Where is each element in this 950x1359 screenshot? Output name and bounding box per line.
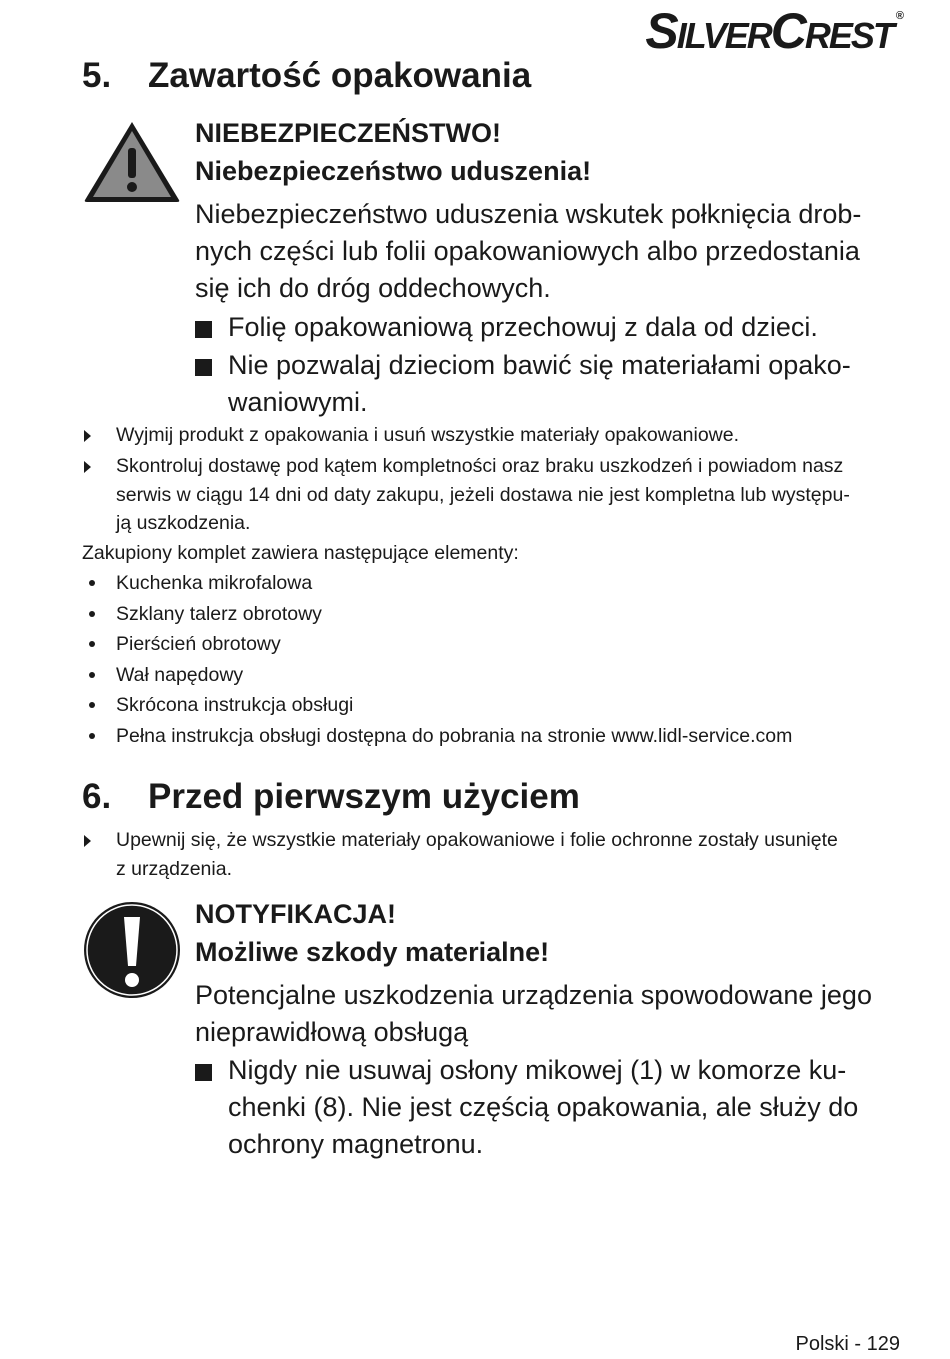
- section-5-title: [82, 56, 531, 96]
- instruction-text: ochrony magnetronu.: [228, 1129, 484, 1159]
- warning-instruction: [195, 347, 885, 421]
- bullet-dot-icon: [89, 672, 95, 678]
- section-number: 5.: [82, 56, 112, 95]
- warning-headline: Niebezpieczeństwo uduszenia!: [195, 156, 592, 186]
- step-text: Skontroluj dostawę pod kątem kompletności oraz braku uszkodzeń i powiadom nasz: [116, 455, 844, 477]
- arrow-bullet-icon: [84, 461, 91, 473]
- list-item: [82, 691, 902, 720]
- list-item: [82, 661, 902, 690]
- logo-letter: C: [770, 3, 805, 59]
- list-item-text: Szklany talerz obrotowy: [116, 603, 322, 625]
- list-item-text: Wał napędowy: [116, 664, 244, 686]
- section-6-title: [82, 777, 580, 817]
- warning-text-line: Niebezpieczeństwo uduszenia wskutek połknięcia drob-: [195, 199, 862, 229]
- square-bullet-icon: [195, 1064, 212, 1081]
- warning-instruction: [195, 309, 885, 346]
- notice-text-line: nieprawidłową obsługą: [195, 1017, 469, 1047]
- list-item-text: Pierścień obrotowy: [116, 633, 281, 655]
- list-item-text: Skrócona instrukcja obsługi: [116, 694, 354, 716]
- list-item: [82, 600, 902, 629]
- list-item-text: Pełna instrukcja obsługi dostępna do pobrania na stronie www.lidl-service.com: [116, 725, 793, 747]
- registered-mark: ®: [895, 10, 904, 22]
- square-bullet-icon: [195, 359, 212, 376]
- warning-triangle-icon: [82, 118, 182, 218]
- step-text: ją uszkodzenia.: [116, 512, 251, 534]
- instruction-text: chenki (8). Nie jest częścią opakowania, ale służy do: [228, 1092, 859, 1122]
- instruction-text: Folię opakowaniową przechowuj z dala od dzieci.: [228, 312, 818, 342]
- instruction-text: Nigdy nie usuwaj osłony mikowej (1) w komorze ku-: [228, 1055, 847, 1085]
- logo-letter: S: [645, 3, 677, 59]
- step-text: Upewnij się, że wszystkie materiały opakowaniowe i folie ochronne zostały usunięte: [116, 829, 838, 851]
- section-title-text: Przed pierwszym użyciem: [148, 777, 580, 816]
- list-item-text: Kuchenka mikrofalowa: [116, 572, 313, 594]
- arrow-bullet-icon: [84, 835, 91, 847]
- step-text: serwis w ciągu 14 dni od daty zakupu, jeżeli dostawa nie jest kompletna lub występu-: [116, 483, 850, 506]
- page-number: Polski - 129: [795, 1333, 900, 1355]
- bullet-dot-icon: [89, 641, 95, 647]
- notice-text: [195, 977, 895, 1051]
- warning-signal-word: NIEBEZPIECZEŃSTWO!: [195, 118, 502, 148]
- bullet-dot-icon: [89, 611, 95, 617]
- exclamation-circle-icon: [82, 900, 182, 1000]
- notice-signal-word: NOTYFIKACJA!: [195, 899, 396, 929]
- brand-logo: [645, 2, 904, 60]
- list-item: [82, 630, 902, 659]
- notice-headline: Możliwe szkody materialne!: [195, 937, 550, 967]
- bullet-dot-icon: [89, 733, 95, 739]
- square-bullet-icon: [195, 321, 212, 338]
- list-item: [82, 569, 902, 598]
- instruction-text: Nie pozwalaj dzieciom bawić się materiałami opako-: [228, 350, 851, 380]
- instruction-text: waniowymi.: [228, 387, 368, 417]
- warning-text-line: się ich do dróg oddechowych.: [195, 273, 551, 303]
- action-step: [82, 421, 902, 450]
- step-text: z urządzenia.: [116, 857, 232, 880]
- notice-text-line: Potencjalne uszkodzenia urządzenia spowodowane jego: [195, 980, 872, 1010]
- logo-letters: ILVER: [676, 15, 771, 56]
- action-step: [82, 826, 902, 883]
- notice-instruction: [195, 1052, 885, 1163]
- bullet-dot-icon: [89, 702, 95, 708]
- bullet-dot-icon: [89, 580, 95, 586]
- list-item: [82, 722, 902, 751]
- section-title-text: Zawartość opakowania: [148, 56, 532, 95]
- section-number: 6.: [82, 777, 112, 816]
- warning-text-line: nych części lub folii opakowaniowych albo przedostania: [195, 236, 860, 266]
- arrow-bullet-icon: [84, 430, 91, 442]
- action-step: [82, 452, 902, 538]
- contents-intro: Zakupiony komplet zawiera następujące elementy:: [82, 542, 519, 564]
- logo-letters: REST: [804, 15, 893, 56]
- step-text: Wyjmij produkt z opakowania i usuń wszystkie materiały opakowaniowe.: [116, 424, 740, 446]
- warning-text: [195, 196, 895, 307]
